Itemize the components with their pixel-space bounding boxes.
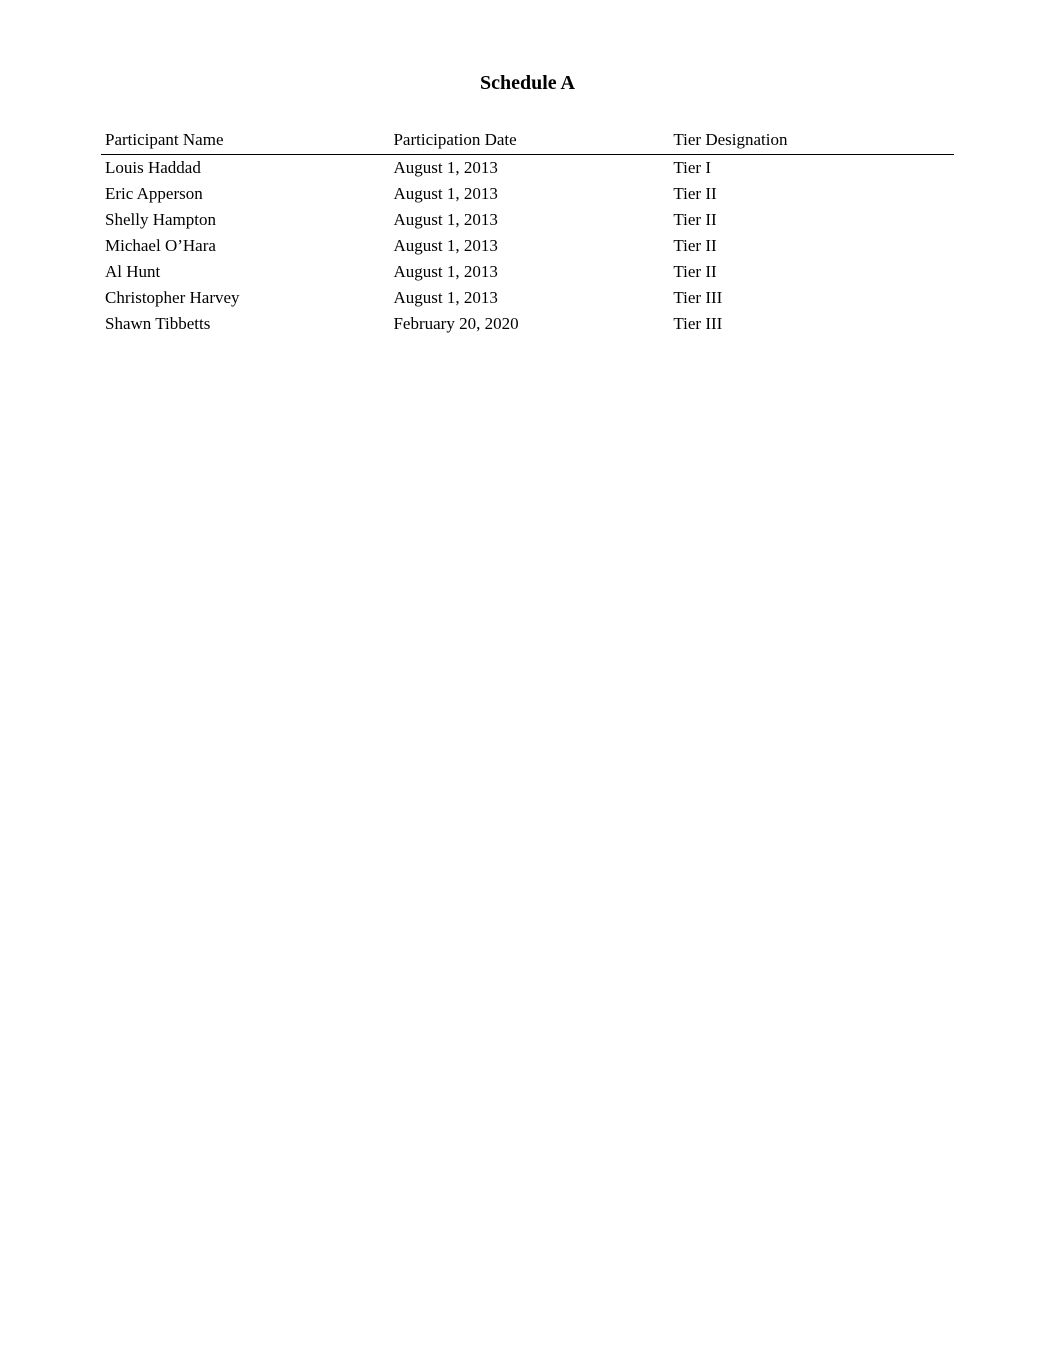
column-header-tier-designation: Tier Designation	[669, 128, 954, 155]
column-header-participation-date: Participation Date	[389, 128, 669, 155]
page-title: Schedule A	[479, 72, 576, 94]
tier-designation-cell: Tier II	[673, 262, 717, 281]
table-row	[101, 285, 954, 311]
table-row	[101, 155, 954, 182]
participant-name-cell: Eric Apperson	[105, 184, 203, 203]
participant-name-cell: Louis Haddad	[105, 158, 201, 177]
participation-date-cell: August 1, 2013	[393, 236, 498, 255]
table-row	[101, 233, 954, 259]
tier-designation-cell: Tier II	[673, 184, 717, 203]
participation-date-cell: August 1, 2013	[393, 158, 498, 177]
table-row	[101, 207, 954, 233]
table-header	[101, 128, 954, 155]
participation-date-cell: August 1, 2013	[393, 210, 498, 229]
table-row	[101, 181, 954, 207]
tier-designation-cell: Tier III	[673, 288, 723, 307]
tier-designation-cell: Tier I	[673, 158, 711, 177]
column-header-participant-name: Participant Name	[101, 128, 389, 155]
schedule-table	[101, 128, 954, 337]
participant-name-cell: Shawn Tibbetts	[105, 314, 211, 333]
table-header-row	[101, 128, 954, 155]
table-row	[101, 259, 954, 285]
participant-name-cell: Al Hunt	[105, 262, 161, 281]
participant-name-cell: Shelly Hampton	[105, 210, 216, 229]
table-body	[101, 155, 954, 338]
tier-designation-cell: Tier III	[673, 314, 723, 333]
table-row	[101, 311, 954, 337]
participant-name-cell: Michael O’Hara	[105, 236, 216, 255]
participation-date-cell: August 1, 2013	[393, 288, 498, 307]
participant-name-cell: Christopher Harvey	[105, 288, 240, 307]
tier-designation-cell: Tier II	[673, 210, 717, 229]
tier-designation-cell: Tier II	[673, 236, 717, 255]
participation-date-cell: August 1, 2013	[393, 262, 498, 281]
participation-date-cell: February 20, 2020	[393, 314, 519, 333]
participation-date-cell: August 1, 2013	[393, 184, 498, 203]
